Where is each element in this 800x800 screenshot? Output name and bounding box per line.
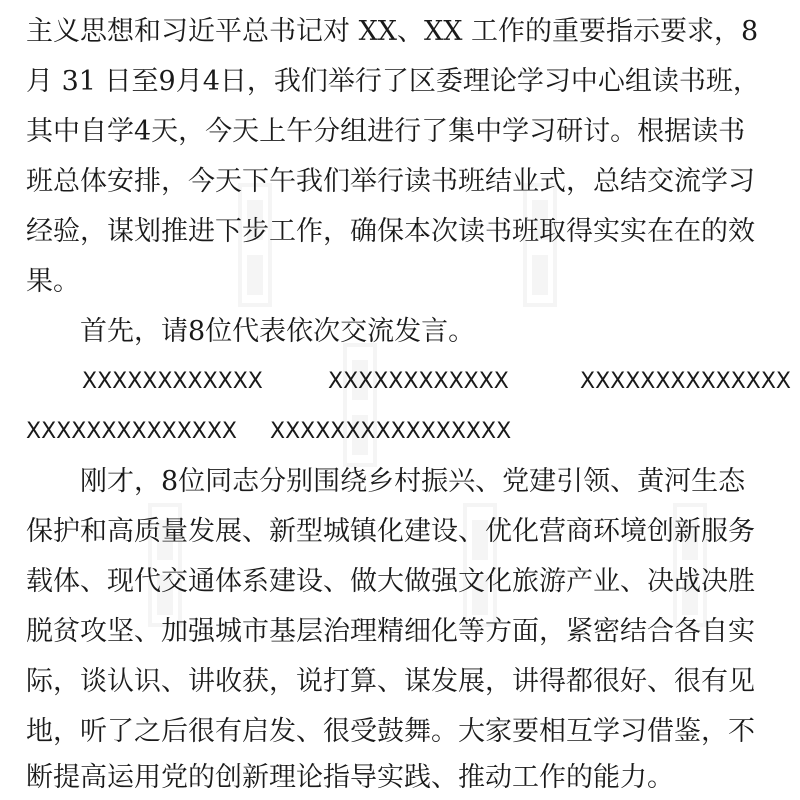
text-line: 月 31 日至9月4日，我们举行了区委理论学习中心组读书班， [26,66,760,97]
text-line: 际，谈认识、讲收获，说打算、谋发展，讲得都很好、很有见 [26,666,755,697]
names-row [26,362,791,402]
speaker-name: XXXXXXXXXXXXXX [26,419,237,444]
speaker-name: XXXXXXXXXXXXXXXX [270,419,512,444]
names-row [26,412,774,452]
text-line: 果。 [26,266,80,297]
text-line: 保护和高质量发展、新型城镇化建设、优化营商环境创新服务 [26,516,755,547]
text-line: 首先，请8位代表依次交流发言。 [80,316,476,347]
text-line: 断提高运用党的创新理论指导实践、推动工作的能力。 [26,762,674,793]
text-line: 脱贫攻坚、加强城市基层治理精细化等方面，紧密结合各自实 [26,616,755,647]
text-line: 班总体安排，今天下午我们举行读书班结业式，总结交流学习 [26,166,755,197]
speaker-name: XXXXXXXXXXXX [328,369,509,394]
text-line: 主义思想和习近平总书记对 XX、XX 工作的重要指示要求，8 [26,16,759,47]
text-line: 其中自学4天，今天上午分组进行了集中学习研讨。根据读书 [26,116,746,147]
text-line: 经验，谋划推进下步工作，确保本次读书班取得实实在在的效 [26,216,755,247]
text-line: 刚才，8位同志分别围绕乡村振兴、党建引领、黄河生态 [80,466,746,497]
text-line: 载体、现代交通体系建设、做大做强文化旅游产业、决战决胜 [26,566,755,597]
speaker-name: XXXXXXXXXXXXXX [580,369,791,394]
speaker-name: XXXXXXXXXXXX [82,369,263,394]
text-line: 地，听了之后很有启发、很受鼓舞。大家要相互学习借鉴，不 [26,716,755,747]
